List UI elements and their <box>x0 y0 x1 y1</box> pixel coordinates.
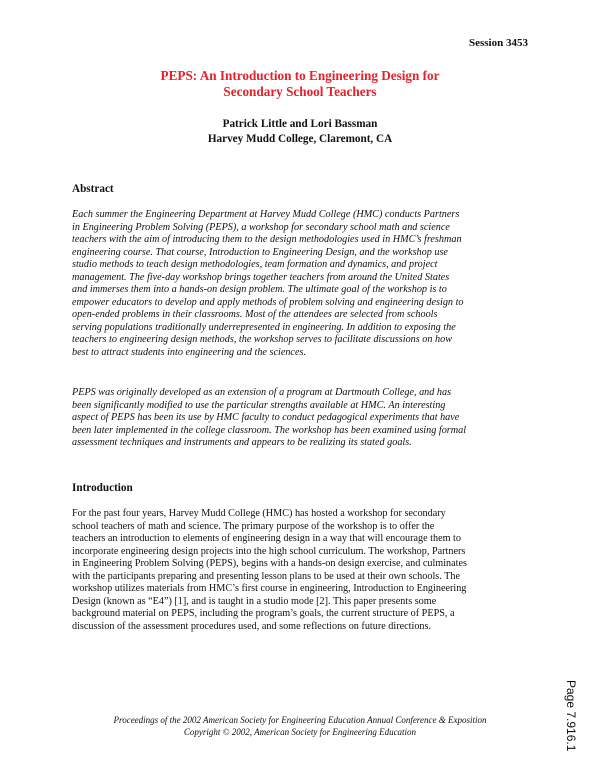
text-line: best to attract students into engineering and the sciences. <box>72 347 306 359</box>
text-line: aspect of PEPS has been its use by HMC faculty to conduct pedagogical experiments that have <box>72 412 460 424</box>
author-affiliation: Harvey Mudd College, Claremont, CA <box>207 132 393 145</box>
text-line: empower educators to develop and apply methods of problem solving and engineering design to <box>72 296 464 308</box>
text-line: PEPS was originally developed as an extension of a program at Dartmouth College, and has <box>72 387 452 398</box>
text-line: been later implemented in the college classroom. The workshop has been examined using formal <box>72 424 467 436</box>
text-line: teachers with the aim of introducing them to the design methodologies used in HMC’s freshman <box>72 234 462 246</box>
text-line: studio methods to teach design methodologies, team formation and dynamics, and project <box>72 259 438 271</box>
page-label: Page 7.916.1 <box>564 680 578 752</box>
author-names: Patrick Little and Lori Bassman <box>222 118 378 130</box>
abstract-paragraph-2 <box>72 387 542 450</box>
text-line: been significantly modified to use the particular strengths available at HMC. An interesting <box>72 399 446 411</box>
text-line: workshop utilizes materials from HMC’s first course in engineering, Introduction to Engineering <box>72 583 467 595</box>
text-line: teachers to engineering design methods, the workshop serves to facilitate discussions on how <box>72 334 453 346</box>
title-line-1: PEPS: An Introduction to Engineering Design for <box>160 68 440 83</box>
introduction-heading: Introduction <box>72 482 133 494</box>
text-line: incorporate engineering design projects into the high school curriculum. The workshop, Partners <box>72 545 466 557</box>
text-line: and immerses them into a hands-on design problem. The ultimate goal of the workshop is to <box>72 284 447 296</box>
abstract-paragraph-1 <box>72 209 542 360</box>
session-number: Session 3453 <box>469 37 528 49</box>
text-line: For the past four years, Harvey Mudd College (HMC) has hosted a workshop for secondary <box>72 508 446 519</box>
paper-title <box>0 68 600 100</box>
text-line: discussion of the assessment procedures used, and some reflections on future directions. <box>72 620 432 632</box>
footer-copyright: Copyright © 2002, American Society for Engineering Education <box>183 727 417 737</box>
text-line: Each summer the Engineering Department at Harvey Mudd College (HMC) conducts Partners <box>72 209 460 220</box>
text-line: school teachers of math and science. The primary purpose of the workshop is to offer the <box>72 520 435 532</box>
text-line: Design (known as “E4”) [1], and is taught in a studio mode [2]. This paper presents some <box>72 595 437 607</box>
text-line: assessment techniques and instruments and appears to be realizing its stated goals. <box>72 437 412 449</box>
text-line: serving populations traditionally underrepresented in engineering. In addition to exposing the <box>72 321 456 333</box>
text-line: with the participants preparing and presenting lesson plans to be used at their own schools. The <box>72 570 460 582</box>
text-line: teachers an introduction to elements of engineering design in a way that will encourage them to <box>72 533 461 545</box>
author-block <box>0 117 600 146</box>
footer <box>0 714 600 738</box>
text-line: in Engineering Problem Solving (PEPS), a workshop for secondary school math and science <box>72 221 450 233</box>
text-line: open-ended problems in their classrooms. Most of the attendees are selected from schools <box>72 309 438 321</box>
text-line: engineering course. That course, Introduction to Engineering Design, and the workshop use <box>72 246 448 258</box>
title-line-2: Secondary School Teachers <box>223 84 377 99</box>
text-line: background material on PEPS, including the program’s goals, the current structure of PEPS, a <box>72 608 455 620</box>
introduction-paragraph <box>72 508 542 633</box>
text-line: in Engineering Problem Solving (PEPS), begins with a hands-on design exercise, and culminates <box>72 558 467 570</box>
footer-proceedings: Proceedings of the 2002 American Society for Engineering Education Annual Conference & Exposition <box>113 715 487 725</box>
text-line: management. The five-day workshop brings together teachers from around the United States <box>72 271 450 283</box>
abstract-heading: Abstract <box>72 183 114 195</box>
